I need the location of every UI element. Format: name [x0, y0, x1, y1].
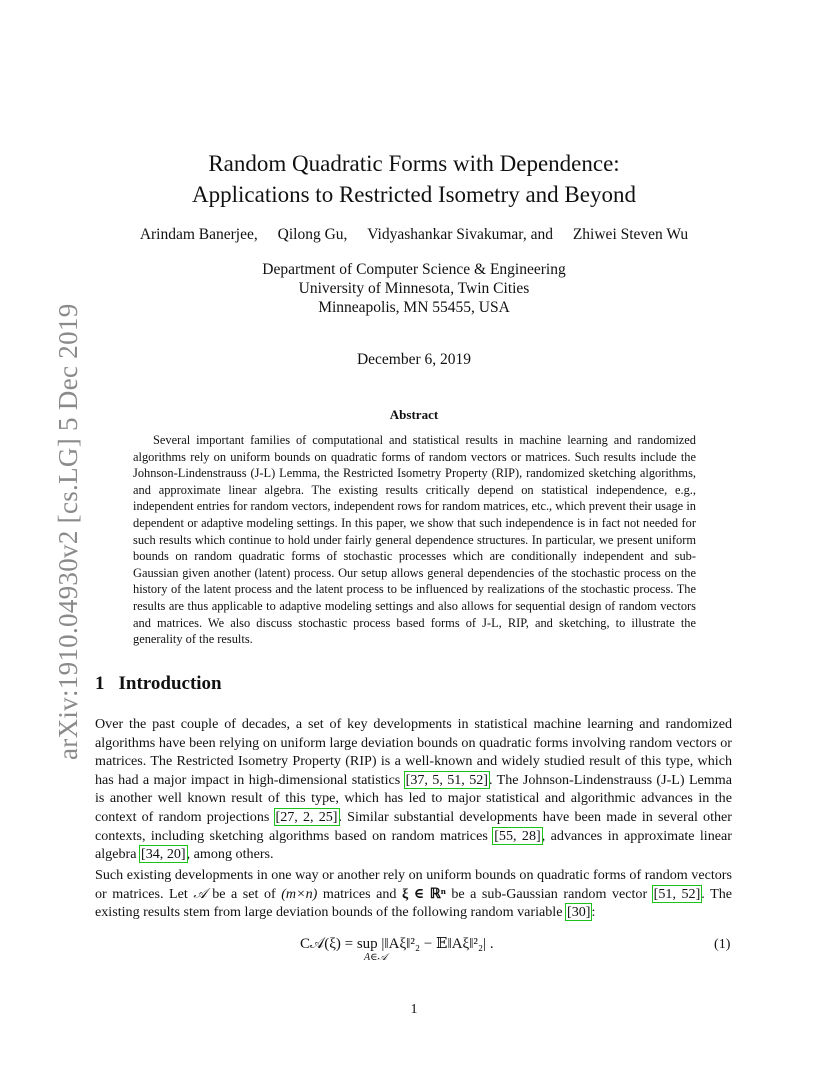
- intro-paragraph-2: [95, 866, 732, 922]
- citation-link[interactable]: [30]: [567, 904, 591, 921]
- author-name: Arindam Banerjee,: [139, 226, 258, 243]
- author-name: Qilong Gu,: [277, 226, 348, 243]
- text-run: matrices and: [317, 885, 402, 902]
- section-title: Introduction: [118, 673, 222, 694]
- equation-number: (1): [714, 936, 731, 952]
- paper-title: [100, 148, 728, 210]
- text-run: be a sub-Gaussian random vector: [445, 885, 653, 902]
- equation-subscript: A∈𝒜: [364, 952, 387, 963]
- citation-link[interactable]: [37, 5, 51, 52]: [405, 771, 488, 788]
- author-name: Vidyashankar Sivakumar, and: [367, 226, 553, 243]
- equation-body: C𝒜(ξ) = sup |‖Aξ‖²₂ − 𝔼‖Aξ‖²₂| .: [300, 936, 494, 952]
- intro-paragraph-1: [95, 715, 732, 864]
- paper-date: December 6, 2019: [356, 351, 472, 368]
- math-symbol: (m×n): [281, 885, 318, 902]
- text-run: Over the past couple of decades, a set of key developments in statistical machine learning and randomized algorithms have been relying on uniform large deviation bounds on quadratic forms involving random vectors or matrices. The Restricted Isometry Property (RIP) is a well-known and widely studied result of this type, which has had a major impact in high-dimensional statistics: [95, 716, 732, 788]
- text-run: , advances in approximate linear algebra: [95, 827, 732, 863]
- citation-link[interactable]: [55, 28]: [494, 827, 541, 844]
- affiliation-university: University of Minnesota, Twin Cities: [298, 280, 530, 297]
- section-heading: [95, 673, 222, 695]
- title-line-1: Random Quadratic Forms with Dependence:: [208, 151, 620, 176]
- text-run: Such existing developments in one way or another rely on uniform bounds on quadratic forms of random vectors or matrices. Let: [95, 867, 732, 902]
- text-run: :: [591, 904, 596, 921]
- text-run: . Similar substantial developments have been made in several other contexts, including sketching algorithms based on random matrices: [95, 808, 733, 844]
- arxiv-id[interactable]: arXiv:1910.04930v2 [cs.LG] 5 Dec 2019: [53, 303, 83, 760]
- section-number: 1: [95, 673, 105, 694]
- equation: [300, 934, 494, 963]
- affiliation-city: Minneapolis, MN 55455, USA: [318, 299, 510, 316]
- math-symbol: ξ ∈ ℝⁿ: [402, 885, 446, 902]
- abstract-heading: Abstract: [389, 407, 439, 422]
- author-name: Zhiwei Steven Wu: [572, 226, 689, 243]
- text-run: be a set of: [206, 885, 282, 902]
- page-number: 1: [410, 1002, 418, 1017]
- title-line-2: Applications to Restricted Isometry and Beyond: [192, 182, 636, 207]
- text-run: . The existing results stem from large deviation bounds of the following random variable: [95, 885, 732, 921]
- citation-link[interactable]: [27, 2, 25]: [275, 808, 338, 825]
- text-run: . The Johnson-Lindenstrauss (J-L) Lemma is another well known result of this type, which has led to major statistical and algorithmic advances in the context of random projections: [95, 771, 732, 825]
- affiliation-department: Department of Computer Science & Engineering: [262, 261, 566, 278]
- math-symbol: 𝒜: [193, 885, 207, 902]
- affiliation: [100, 260, 728, 317]
- text-run: , among others.: [186, 846, 274, 863]
- abstract-text: Several important families of computational and statistical results in machine learning and randomized algorithms rely on uniform bounds on quadratic forms of random vectors or matrices. Such results include the Johnson-Lindenstrauss (J-L) Lemma, the Restricted Isometry Property (RIP), randomized sketching algorithms, and approximate linear algebra. The existing results critically depend on statistical independence, e.g., independent entries for random vectors, independent rows for random matrices, etc., which prevent their usage in dependent or adaptive modeling settings. In this paper, we show that such independence is in fact not needed for such results which continue to hold under fairly general dependence structures. In particular, we present uniform bounds on random quadratic forms of stochastic processes which are conditionally independent and sub-Gaussian given another (latent) process. Our setup allows general dependencies of the stochastic process on the history of the latent process and the latent process to be influenced by realizations of the stochastic process. The results are thus applicable to adaptive modeling settings and also allows for sequential design of random vectors and matrices. We also discuss stochastic process based forms of J-L, RIP, and sketching, to illustrate the generality of the results.: [133, 433, 696, 647]
- citation-link[interactable]: [34, 20]: [141, 846, 186, 863]
- arxiv-stamp: [18, 290, 83, 760]
- author-list: [100, 226, 728, 244]
- citation-link[interactable]: [51, 52]: [653, 885, 701, 902]
